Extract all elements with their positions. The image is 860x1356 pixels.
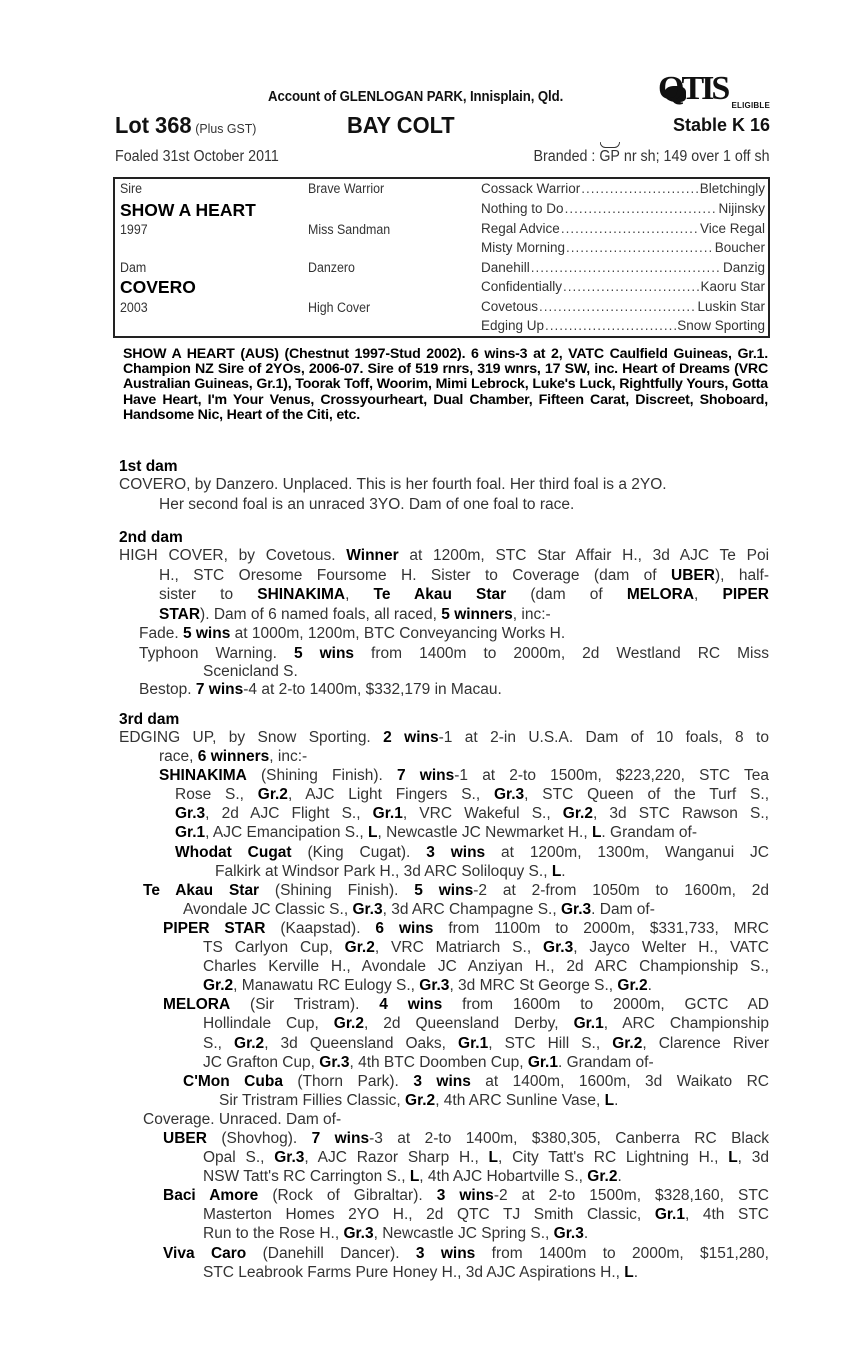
lot-label: Lot 368 — [115, 112, 192, 138]
qtis-eligible-text: ELIGIBLE — [731, 101, 770, 110]
first-dam-text: COVERO, by Danzero. Unplaced. This is her fourth foal. Her third foal is a 2YO. Her second foal is an unraced 3YO. Dam of one foal to race. — [119, 476, 667, 513]
branded-label: Branded : — [534, 148, 596, 165]
brand-mark-icon — [600, 148, 621, 166]
progeny-fade: Fade. 5 wins at 1000m, 1200m, BTC Conveyancing Works H. — [139, 625, 566, 642]
progeny-piper-star: PIPER STAR (Kaapstad). 6 wins from 1100m to 2000m, $331,733, MRC — [163, 919, 769, 937]
progeny-typhoon-warning: Typhoon Warning. 5 wins from 1400m to 2000m, 2d Westland RC Miss — [139, 644, 769, 662]
brand-details: nr sh; 149 over 1 off sh — [624, 148, 770, 165]
second-dam-text: HIGH COVER, by Covetous. Winner at 1200m, STC Star Affair H., 3d AJC Te Poi H., STC Oresome Foursome H. Sister to Coverage (dam of UBER), half- sister to SHINAKIMA, Te Akau Star (dam of MELORA, PIPER STAR). Dam of 6 named foals, all raced, 5 winners, inc:- Fade. 5 wins at 1000m, 1200m, BTC Conveyancing Works H. Typhoon Warning. 5 wins from 1400m to 2000m, 2d Westland RC Miss Scenicland S. Bestop. 7 wins-4 at 2-to 1400m, $332,179 in Macau. — [119, 547, 770, 698]
pedigree-table — [113, 177, 770, 338]
gen3-row: Misty Morning ..... Boucher — [481, 240, 765, 255]
third-dam-heading: 3rd dam — [119, 711, 180, 728]
qtis-logo — [658, 72, 770, 110]
sire-summary: SHOW A HEART (AUS) (Chestnut 1997-Stud 2002). 6 wins-3 at 2, VATC Caulfield Guineas, Gr.1. Champion NZ Sire of 2YOs, 2006-07. Sire of 519 rnrs, 319 wnrs, 17 SW, inc. Heart of Dreams (VRC Australian Guineas, Gr.1), Toorak Toff, Woorim, Mimi Lebrock, Luke's Luck, Rightfully Yours, Gotta Have Heart, I'm Your Venus, Crossyourheart, Dual Chamber, Fifteen Carat, Discreet, Shoboard, Handsome Nic, Heart of the Citi, etc. — [123, 346, 768, 423]
gen3-row: Regal Advice ..... Vice Regal — [481, 221, 765, 236]
gen3-row: Covetous ..... Luskin Star — [481, 299, 765, 314]
vendor-account: Account of GLENLOGAN PARK, Innisplain, Qld. — [268, 88, 564, 105]
brand-mark-text: GP — [599, 148, 621, 165]
progeny-whodat-cugat: Whodat Cugat (King Cugat). 3 wins at 1200m, 1300m, Wanganui JC — [175, 843, 769, 861]
lot-row — [115, 112, 770, 138]
lot-number — [115, 112, 256, 139]
gen3-row: Confidentially ..... Kaoru Star — [481, 279, 765, 294]
sire-year: 1997 — [120, 222, 148, 237]
dam-name: COVERO — [120, 277, 196, 297]
progeny-shinakima: SHINAKIMA (Shining Finish). 7 wins-1 at 2-to 1500m, $223,220, STC Tea — [159, 767, 769, 785]
progeny-cmon-cuba: C'Mon Cuba (Thorn Park). 3 wins at 1400m, 1600m, 3d Waikato RC — [183, 1072, 769, 1090]
second-dam-heading: 2nd dam — [119, 529, 183, 546]
sire-dam: Miss Sandman — [308, 222, 391, 237]
branded-info — [534, 148, 770, 166]
gen3-row: Nothing to Do ..... Nijinsky — [481, 201, 765, 216]
dam-year: 2003 — [120, 300, 148, 315]
first-dam-heading: 1st dam — [119, 458, 178, 475]
dam-dam: High Cover — [308, 300, 371, 315]
sire-sire: Brave Warrior — [308, 181, 385, 196]
sire-label: Sire — [120, 181, 143, 196]
sex-colour: BAY COLT — [347, 112, 455, 138]
progeny-melora: MELORA (Sir Tristram). 4 wins from 1600m to 2000m, GCTC AD — [163, 996, 769, 1014]
gen3-row: Danehill ..... Danzig — [481, 260, 765, 275]
qtis-logo-text: QTIS — [658, 70, 728, 107]
third-dam-text: EDGING UP, by Snow Sporting. 2 wins-1 at 2-in U.S.A. Dam of 10 foals, 8 to race, 6 winners, inc:- SHINAKIMA (Shining Finish). 7 wins-1 at 2-to 1500m, $223,220, STC Tea Rose S., Gr.2, AJC Light Fingers S., Gr.3, STC Queen of the Turf S., Gr.3, 2d AJC Flight S., Gr.1, VRC Wakeful S., Gr.2, 3d STC Rawson S., Gr.1, AJC Emancipation S., L, Newcastle JC Newmarket H., L. Grandam of- Whodat Cugat (King Cugat). 3 wins at 1200m, 1300m, Wanganui JC Falkirk at Windsor Park H., 3d ARC Soliloquy S., L. Te Akau Star (Shining Finish). 5 wins-2 at 2-from 1050m to 1600m, 2d Avondale JC Classic S., Gr.3, 3d ARC Champagne S., Gr.3. Dam of- PIPER STAR (Kaapstad). 6 wins from 1100m to 2000m, $331,733, MRC TS Carlyon Cup, Gr.2, VRC Matriarch S., Gr.3, Jayco Welter H., VATC Charles Kerville H., Avondale JC Anziyan H., 2d ARC Championship S., Gr.2, Manawatu RC Eulogy S., Gr.3, 3d MRC St George S., Gr.2. MELORA (Sir Tristram). 4 wins from 1600m to 2000m, GCTC AD Hollindale Cup, Gr.2, 2d Queensland Derby, Gr.1, ARC Championship S., Gr.2, 3d Queensland Oaks, Gr.1, STC Hill S., Gr.2, Clarence River JC Grafton Cup, Gr.3, 4th BTC Doomben Cup, Gr.1. Grandam of- C'Mon Cuba (Thorn Park). 3 wins at 1400m, 1600m, 3d Waikato RC Sir Tristram Fillies Classic, Gr.2, 4th ARC Sunline Vase, L. Coverage. Unraced. Dam of- UBER (Shovhog). 7 wins-3 at 2-to 1400m, $380,305, Canberra RC Black Opal S., Gr.3, AJC Razor Sharp H., L, City Tatt's RC Lightning H., L, 3d NSW Tatt's RC Carrington S., L, 4th AJC Hobartville S., Gr.2. Baci Amore (Rock of Gibraltar). 3 wins-2 at 2-to 1500m, $328,160, STC Masterton Homes 2YO H., 2d QTC TJ Smith Classic, Gr.1, 4th STC Run to the Rose H., Gr.3, Newcastle JC Spring S., Gr.3. Viva Caro (Danehill Dancer). 3 wins from 1400m to 2000m, $151,280, STC Leabrook Farms Pure Honey H., 3d AJC Aspirations H., L. — [119, 729, 770, 1281]
progeny-bestop: Bestop. 7 wins-4 at 2-to 1400m, $332,179 in Macau. — [139, 681, 502, 698]
dam-sire: Danzero — [308, 260, 355, 275]
progeny-uber: UBER (Shovhog). 7 wins-3 at 2-to 1400m, $380,305, Canberra RC Black — [163, 1129, 769, 1147]
gen3-row: Cossack Warrior ..... Bletchingly — [481, 181, 765, 196]
sire-name: SHOW A HEART — [120, 200, 256, 220]
plus-gst: (Plus GST) — [195, 121, 257, 136]
stable-location: Stable K 16 — [672, 115, 770, 135]
gen3-row: Edging Up ..... Snow Sporting — [481, 318, 765, 333]
progeny-te-akau-star: Te Akau Star (Shining Finish). 5 wins-2 at 2-from 1050m to 1600m, 2d — [143, 881, 769, 899]
foaled-date: Foaled 31st October 2011 — [115, 148, 279, 165]
dam-label: Dam — [120, 260, 147, 275]
progeny-viva-caro: Viva Caro (Danehill Dancer). 3 wins from 1400m to 2000m, $151,280, — [163, 1244, 769, 1262]
progeny-baci-amore: Baci Amore (Rock of Gibraltar). 3 wins-2 at 2-to 1500m, $328,160, STC — [163, 1187, 770, 1205]
progeny-coverage: Coverage. Unraced. Dam of- — [143, 1110, 342, 1128]
